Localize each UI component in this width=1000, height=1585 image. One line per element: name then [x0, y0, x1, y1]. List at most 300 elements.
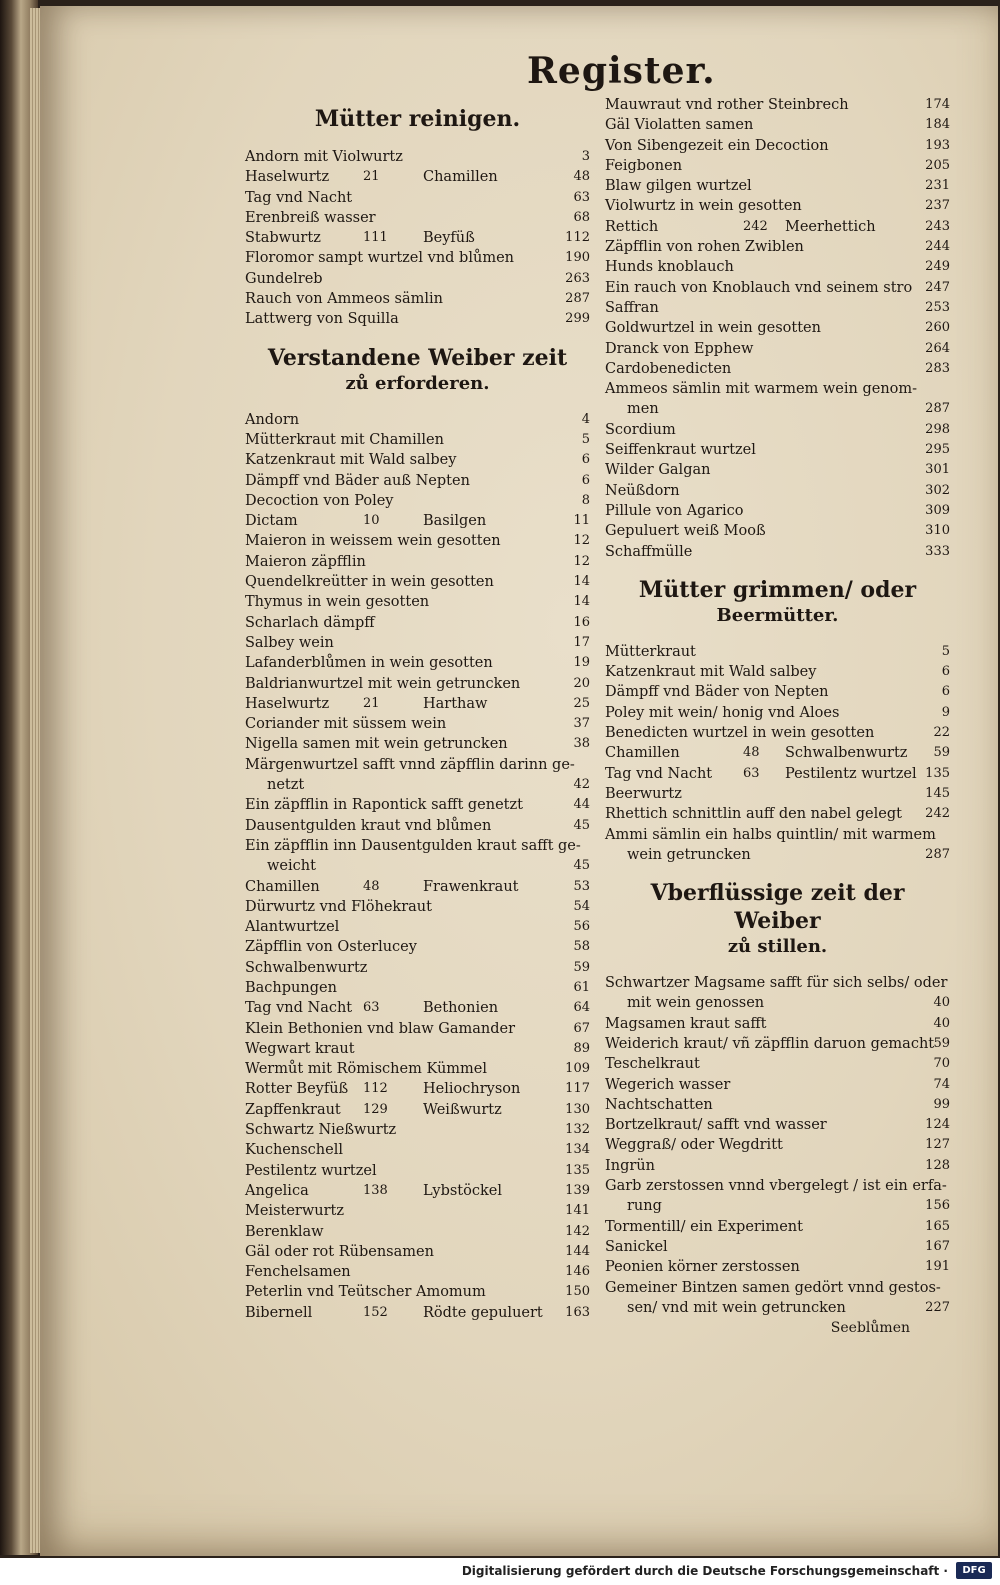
- entry-page-number: 59: [933, 745, 950, 761]
- entry-text: Klein Bethonien vnd blaw Gamander: [245, 1020, 516, 1037]
- entry-mid-page: 111: [363, 230, 388, 246]
- entry-page-number: 184: [925, 117, 950, 133]
- entry-page-number: 53: [573, 878, 590, 894]
- index-entry: [245, 471, 590, 491]
- entry-page-number: 3: [581, 149, 590, 164]
- entry-page-number: 135: [565, 1162, 590, 1178]
- entry-text: Haselwurtz: [245, 695, 330, 712]
- entry-text: Rhettich schnittlin auff den nabel gelegt: [605, 806, 902, 823]
- entry-text: Saffran: [605, 299, 659, 316]
- entry-text: Seiffenkraut wurtzel: [605, 442, 756, 459]
- entry-text: Lafanderblůmen in wein gesotten: [245, 655, 493, 672]
- index-entry: [605, 176, 950, 196]
- entry-mid-text: Pestilentz wurtzel: [785, 765, 917, 782]
- entry-page-number: 191: [925, 1259, 950, 1275]
- entry-page-number: 99: [933, 1096, 950, 1112]
- entry-page-number: 4: [581, 411, 590, 427]
- index-entry: [605, 845, 950, 865]
- entry-text: Rotter Beyfüß: [245, 1081, 349, 1098]
- entry-text: Maieron zäpfflin: [245, 553, 366, 570]
- index-entry: [245, 511, 590, 531]
- entry-text: Zäpfflin von rohen Zwiblen: [605, 239, 804, 256]
- index-entry: [605, 973, 950, 993]
- footer-credit: Digitalisierung gefördert durch die Deutsche Forschungsgemeinschaft ·: [461, 1564, 948, 1578]
- index-entry: [605, 542, 950, 562]
- entry-text: Wegwart kraut: [245, 1040, 355, 1057]
- index-entry: [245, 755, 590, 775]
- index-entry: [605, 1014, 950, 1034]
- entry-text: Gäl oder rot Rübensamen: [245, 1243, 434, 1260]
- entry-page-number: 8: [581, 492, 590, 508]
- index-entry: [605, 1135, 950, 1155]
- index-entry: [245, 430, 590, 450]
- entry-text: Mütterkraut: [605, 643, 696, 660]
- entry-page-number: 231: [925, 178, 950, 194]
- entry-page-number: 44: [573, 797, 590, 813]
- entry-page-number: 130: [565, 1101, 590, 1117]
- entry-page-number: 40: [933, 1015, 950, 1031]
- entry-text: Peterlin vnd Teütscher Amomum: [245, 1284, 486, 1301]
- index-entry: [245, 613, 590, 633]
- entry-text: Wermůt mit Römischem Kümmel: [245, 1061, 488, 1078]
- index-entry: [605, 1217, 950, 1237]
- entry-text: Poley mit wein/ honig vnd Aloes: [605, 704, 840, 721]
- entry-text: Ammi sämlin ein halbs quintlin/ mit warmem: [605, 826, 936, 843]
- index-entry: [605, 1176, 950, 1196]
- entry-text: Wilder Galgan: [605, 462, 711, 479]
- entry-page-number: 299: [565, 311, 590, 327]
- entry-page-number: 45: [573, 817, 590, 833]
- entry-page-number: 287: [565, 291, 590, 307]
- entry-text: Schwalbenwurtz: [245, 959, 368, 976]
- entry-mid-page: 48: [743, 745, 760, 761]
- entry-text: Fenchelsamen: [245, 1264, 351, 1281]
- index-entry: [245, 836, 590, 856]
- index-entry: [245, 897, 590, 917]
- index-entry: [605, 662, 950, 682]
- entry-text: Andorn: [245, 411, 300, 428]
- entry-page-number: 193: [925, 137, 950, 153]
- catchword-text: Seeblůmen: [830, 1320, 910, 1337]
- entry-page-number: 244: [925, 239, 950, 255]
- entry-text: Berenklaw: [245, 1223, 324, 1240]
- index-entry: [605, 278, 950, 298]
- entry-text: Beerwurtz: [605, 785, 682, 802]
- index-entry: [245, 1282, 590, 1302]
- entry-text: Mauwraut vnd rother Steinbrech: [605, 97, 849, 113]
- index-entry: [605, 764, 950, 784]
- entry-page-number: 70: [933, 1056, 950, 1072]
- entry-text: Stabwurtz: [245, 230, 321, 247]
- index-entry: [245, 674, 590, 694]
- entry-page-number: 144: [565, 1243, 590, 1259]
- index-entry: [605, 481, 950, 501]
- entry-text: Goldwurtzel in wein gesotten: [605, 320, 821, 337]
- index-entry: [605, 115, 950, 135]
- index-entry: [245, 714, 590, 734]
- section-heading: [605, 576, 950, 628]
- entry-page-number: 163: [565, 1304, 590, 1320]
- entry-page-number: 253: [925, 299, 950, 315]
- index-entry: [245, 694, 590, 714]
- index-entry: [605, 1034, 950, 1054]
- entry-text: Ein zäpfflin in Rapontick safft genetzt: [245, 797, 523, 814]
- index-entry: [605, 804, 950, 824]
- index-entry: [605, 379, 950, 399]
- index-entry: [605, 359, 950, 379]
- section-heading-line: Verstandene Weiber zeit: [267, 344, 568, 371]
- entry-page-number: 19: [573, 655, 590, 671]
- entry-text: Scordium: [605, 421, 676, 438]
- section-heading: [605, 879, 950, 959]
- index-entry: [605, 420, 950, 440]
- entry-page-number: 5: [581, 431, 590, 447]
- entry-page-number: 135: [925, 765, 950, 781]
- entry-page-number: 283: [925, 360, 950, 376]
- section-gap: [605, 865, 950, 879]
- entry-text: Chamillen: [605, 745, 680, 762]
- entry-mid-text: Frawenkraut: [423, 878, 519, 895]
- index-entry: [245, 410, 590, 430]
- index-entry: [605, 1054, 950, 1074]
- entry-page-number: 302: [925, 482, 950, 498]
- entry-text: Haselwurtz: [245, 169, 330, 186]
- entry-page-number: 68: [573, 209, 590, 225]
- index-entry: [605, 1237, 950, 1257]
- section-heading: [245, 344, 590, 396]
- entry-text: wein getruncken: [627, 846, 751, 863]
- index-entry: [605, 339, 950, 359]
- entry-mid-text: Chamillen: [423, 169, 498, 186]
- catchword: [605, 1318, 950, 1338]
- index-entry: [245, 167, 590, 187]
- entry-page-number: 127: [925, 1137, 950, 1153]
- section-gap: [245, 330, 590, 344]
- entry-page-number: 242: [925, 806, 950, 822]
- index-entry: [605, 1075, 950, 1095]
- section-heading-line: Mütter reinigen.: [314, 106, 521, 132]
- entry-page-number: 45: [573, 858, 590, 874]
- entry-text: Von Sibengezeit ein Decoction: [605, 137, 829, 154]
- entry-page-number: 12: [573, 533, 590, 549]
- entry-mid-page: 48: [363, 878, 380, 894]
- entry-text: Benedicten wurtzel in wein gesotten: [605, 725, 875, 742]
- entry-mid-page: 21: [363, 695, 380, 711]
- entry-page-number: 5: [941, 643, 950, 659]
- index-entry: [605, 825, 950, 845]
- index-entry: [245, 1059, 590, 1079]
- index-entry: [245, 633, 590, 653]
- index-entry: [605, 501, 950, 521]
- entry-page-number: 61: [573, 979, 590, 995]
- index-entry: [605, 399, 950, 419]
- entry-text: Blaw gilgen wurtzel: [605, 178, 752, 195]
- entry-text: Tag vnd Nacht: [245, 1000, 353, 1017]
- entry-page-number: 134: [565, 1142, 590, 1158]
- entry-mid-text: Heliochryson: [423, 1081, 521, 1098]
- entry-text: Cardobenedicten: [605, 360, 732, 377]
- index-entry: [605, 440, 950, 460]
- section-heading-line: zů erforderen.: [345, 372, 490, 394]
- index-entry: [605, 642, 950, 662]
- entry-text: Tag vnd Nacht: [245, 189, 353, 206]
- index-entry: [605, 257, 950, 277]
- entry-text: Rettich: [605, 218, 659, 235]
- entry-text: Schwartz Nießwurtz: [245, 1122, 397, 1139]
- index-entry: [605, 521, 950, 541]
- entry-text: Salbey wein: [245, 634, 334, 651]
- index-entry: [245, 1161, 590, 1181]
- entry-text: Gemeiner Bintzen samen gedört vnnd gestos-: [605, 1279, 941, 1296]
- entry-text: Mütterkraut mit Chamillen: [245, 431, 444, 448]
- index-entry: [245, 1079, 590, 1099]
- index-entry: [245, 592, 590, 612]
- entry-page-number: 263: [565, 270, 590, 286]
- entry-text: Bortzelkraut/ safft vnd wasser: [605, 1117, 827, 1134]
- entry-page-number: 89: [573, 1040, 590, 1056]
- entry-page-number: 74: [933, 1076, 950, 1092]
- entry-mid-page: 63: [363, 1000, 380, 1016]
- entry-page-number: 310: [925, 523, 950, 539]
- entry-page-number: 6: [941, 684, 950, 700]
- index-entry: [245, 1140, 590, 1160]
- index-entry: [245, 1222, 590, 1242]
- index-entry: [605, 156, 950, 176]
- entry-page-number: 301: [925, 462, 950, 478]
- index-entry: [245, 552, 590, 572]
- index-entry: [605, 95, 950, 115]
- index-entry: [605, 703, 950, 723]
- entry-text: Lattwerg von Squilla: [245, 311, 399, 328]
- entry-page-number: 150: [565, 1284, 590, 1300]
- entry-page-number: 260: [925, 320, 950, 336]
- entry-page-number: 42: [573, 777, 590, 793]
- entry-text: Wegerich wasser: [605, 1076, 731, 1093]
- index-entry: [245, 1262, 590, 1282]
- index-entry: [605, 743, 950, 763]
- entry-page-number: 190: [565, 250, 590, 266]
- entry-page-number: 59: [933, 1035, 950, 1051]
- entry-text: Tag vnd Nacht: [605, 765, 713, 782]
- entry-page-number: 165: [925, 1218, 950, 1234]
- section-heading-line: Mütter grimmen/ oder: [638, 576, 917, 603]
- index-entry: [245, 531, 590, 551]
- entry-page-number: 20: [573, 675, 590, 691]
- index-entry: [245, 958, 590, 978]
- entry-mid-page: 10: [363, 513, 380, 529]
- index-entry: [245, 1039, 590, 1059]
- index-entry: [245, 877, 590, 897]
- index-entry: [245, 937, 590, 957]
- entry-text: Bachpungen: [245, 979, 337, 996]
- entry-page-number: 40: [933, 995, 950, 1011]
- entry-page-number: 295: [925, 442, 950, 458]
- entry-page-number: 117: [565, 1081, 590, 1097]
- index-entry: [245, 653, 590, 673]
- entry-page-number: 64: [573, 1000, 590, 1016]
- entry-page-number: 22: [933, 725, 950, 741]
- entry-text: Alantwurtzel: [245, 919, 340, 936]
- entry-text: men: [627, 401, 659, 418]
- section-heading-line: Beermütter.: [716, 604, 839, 626]
- index-entry: [245, 147, 590, 167]
- entry-text: Rauch von Ammeos sämlin: [245, 291, 443, 308]
- index-entry: [605, 217, 950, 237]
- right-column: [605, 95, 950, 1338]
- entry-page-number: 59: [573, 959, 590, 975]
- entry-mid-page: 112: [363, 1081, 388, 1097]
- entry-page-number: 25: [573, 695, 590, 711]
- entry-text: Schaffmülle: [605, 543, 693, 560]
- entry-page-number: 264: [925, 340, 950, 356]
- index-entry: [605, 1115, 950, 1135]
- entry-text: Weiderich kraut/ vñ zäpfflin daruon gemacht: [605, 1035, 935, 1052]
- section-heading-line: zů stillen.: [727, 936, 828, 958]
- index-entry: [605, 1257, 950, 1277]
- entry-text: Peonien körner zerstossen: [605, 1259, 800, 1276]
- entry-page-number: 9: [941, 704, 950, 720]
- entry-page-number: 56: [573, 919, 590, 935]
- digitization-footer: [0, 1558, 1000, 1585]
- entry-page-number: 12: [573, 553, 590, 569]
- entry-text: Hunds knoblauch: [605, 259, 734, 276]
- index-entry: [245, 228, 590, 248]
- entry-text: Katzenkraut mit Wald salbey: [605, 664, 817, 681]
- entry-text: Quendelkreütter in wein gesotten: [245, 574, 494, 591]
- heading-gap: [605, 628, 950, 642]
- index-entry: [245, 1181, 590, 1201]
- entry-text: Dausentgulden kraut vnd blůmen: [245, 817, 492, 834]
- entry-page-number: 141: [565, 1203, 590, 1219]
- entry-text: Pestilentz wurtzel: [245, 1162, 377, 1179]
- entry-text: Erenbreiß wasser: [245, 209, 376, 226]
- index-entry: [245, 816, 590, 836]
- entry-page-number: 227: [925, 1299, 950, 1315]
- entry-mid-text: Beyfüß: [423, 230, 475, 247]
- index-entry: [605, 1196, 950, 1216]
- entry-text: Thymus in wein gesotten: [245, 594, 430, 611]
- entry-text: Pillule von Agarico: [605, 502, 744, 519]
- entry-page-number: 167: [925, 1238, 950, 1254]
- entry-mid-page: 63: [743, 765, 760, 781]
- entry-page-number: 132: [565, 1122, 590, 1138]
- entry-page-number: 146: [565, 1264, 590, 1280]
- index-entry: [245, 188, 590, 208]
- entry-page-number: 156: [925, 1198, 950, 1214]
- entry-page-number: 205: [925, 157, 950, 173]
- index-entry: [245, 269, 590, 289]
- index-entry: [245, 978, 590, 998]
- entry-mid-page: 21: [363, 169, 380, 185]
- page-title: Register.: [527, 50, 716, 92]
- entry-page-number: 142: [565, 1223, 590, 1239]
- dfg-logo: DFG: [956, 1562, 992, 1579]
- section-heading: [245, 105, 590, 133]
- entry-mid-text: Schwalbenwurtz: [785, 745, 908, 762]
- entry-mid-page: 129: [363, 1101, 388, 1117]
- index-entry: [605, 1095, 950, 1115]
- entry-page-number: 17: [573, 634, 590, 650]
- index-entry: [245, 998, 590, 1018]
- entry-page-number: 247: [925, 279, 950, 295]
- entry-page-number: 128: [925, 1157, 950, 1173]
- index-entry: [605, 460, 950, 480]
- heading-gap: [245, 396, 590, 410]
- entry-page-number: 309: [925, 502, 950, 518]
- entry-text: Andorn mit Violwurtz: [245, 149, 403, 165]
- entry-text: Garb zerstossen vnnd vbergelegt / ist ein erfa-: [605, 1178, 947, 1195]
- index-entry: [605, 784, 950, 804]
- entry-text: sen/ vnd mit wein getruncken: [627, 1299, 846, 1316]
- entry-mid-text: Bethonien: [423, 1000, 499, 1017]
- entry-text: Coriander mit süssem wein: [245, 716, 447, 733]
- entry-text: Zapffenkraut: [245, 1101, 341, 1118]
- entry-text: Ein rauch von Knoblauch vnd seinem stro: [605, 279, 913, 296]
- entry-page-number: 54: [573, 898, 590, 914]
- entry-page-number: 37: [573, 716, 590, 732]
- index-entry: [245, 1120, 590, 1140]
- entry-text: Gundelreb: [245, 270, 323, 287]
- entry-text: Ingrün: [605, 1157, 655, 1174]
- index-entry: [245, 309, 590, 329]
- entry-mid-text: Weißwurtz: [423, 1101, 502, 1118]
- index-entry: [245, 491, 590, 511]
- entry-text: Angelica: [245, 1182, 309, 1199]
- entry-text: Floromor sampt wurtzel vnd blůmen: [245, 250, 514, 267]
- entry-page-number: 145: [925, 785, 950, 801]
- entry-page-number: 6: [581, 472, 590, 488]
- index-entry: [605, 136, 950, 156]
- entry-page-number: 287: [925, 401, 950, 417]
- index-entry: [605, 318, 950, 338]
- entry-text: netzt: [267, 777, 305, 794]
- index-entry: [605, 682, 950, 702]
- entry-text: Violwurtz in wein gesotten: [605, 198, 802, 215]
- index-entry: [245, 1242, 590, 1262]
- index-entry: [245, 450, 590, 470]
- entry-page-number: 109: [565, 1061, 590, 1077]
- entry-text: Zäpfflin von Osterlucey: [245, 939, 417, 956]
- entry-page-number: 6: [941, 664, 950, 680]
- index-entry: [245, 775, 590, 795]
- index-entry: [605, 1156, 950, 1176]
- entry-mid-page: 242: [743, 218, 768, 234]
- entry-text: Bibernell: [245, 1304, 313, 1321]
- entry-page-number: 249: [925, 259, 950, 275]
- section-gap: [605, 562, 950, 576]
- entry-text: Dämpff vnd Bäder von Nepten: [605, 684, 829, 701]
- entry-text: Schwartzer Magsame safft für sich selbs/ oder: [605, 975, 948, 992]
- entry-text: mit wein genossen: [627, 995, 765, 1012]
- entry-page-number: 16: [573, 614, 590, 630]
- entry-mid-text: Meerhettich: [785, 218, 876, 235]
- entry-text: Dictam: [245, 513, 298, 530]
- entry-page-number: 67: [573, 1020, 590, 1036]
- entry-text: Baldrianwurtzel mit wein getruncken: [245, 675, 521, 692]
- entry-mid-page: 152: [363, 1304, 388, 1320]
- entry-page-number: 237: [925, 198, 950, 214]
- index-entry: [245, 208, 590, 228]
- entry-page-number: 38: [573, 736, 590, 752]
- index-entry: [245, 734, 590, 754]
- index-entry: [245, 289, 590, 309]
- entry-page-number: 287: [925, 846, 950, 862]
- entry-text: weicht: [267, 858, 316, 875]
- entry-page-number: 243: [925, 218, 950, 234]
- entry-text: Scharlach dämpff: [245, 614, 375, 631]
- entry-mid-text: Rödte gepuluert: [423, 1304, 543, 1321]
- index-entry: [605, 993, 950, 1013]
